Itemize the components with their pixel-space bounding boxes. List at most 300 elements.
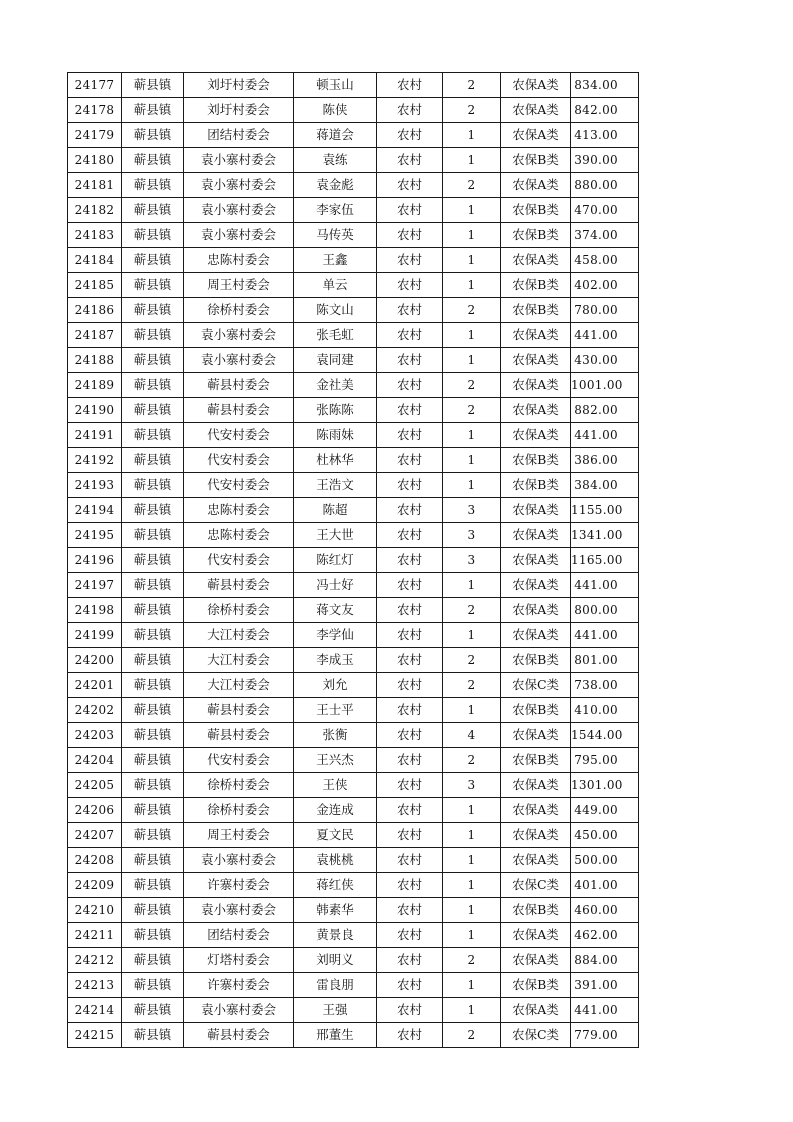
village-committee-cell: 蕲县村委会 <box>184 1023 294 1048</box>
area-type-cell: 农村 <box>377 648 443 673</box>
table-row <box>68 773 639 798</box>
town-cell: 蕲县镇 <box>122 523 184 548</box>
insurance-category-cell: 农保B类 <box>501 748 571 773</box>
name-cell: 刘明义 <box>294 948 377 973</box>
record-number-cell: 24186 <box>68 298 122 323</box>
household-size-cell: 1 <box>443 873 501 898</box>
household-size-cell: 1 <box>443 698 501 723</box>
household-size-cell: 2 <box>443 673 501 698</box>
town-cell: 蕲县镇 <box>122 73 184 98</box>
insurance-category-cell: 农保A类 <box>501 598 571 623</box>
area-type-cell: 农村 <box>377 348 443 373</box>
record-number-cell: 24189 <box>68 373 122 398</box>
village-committee-cell: 蕲县村委会 <box>184 723 294 748</box>
town-cell: 蕲县镇 <box>122 423 184 448</box>
area-type-cell: 农村 <box>377 798 443 823</box>
area-type-cell: 农村 <box>377 498 443 523</box>
household-size-cell: 2 <box>443 98 501 123</box>
amount-cell: 500.00 <box>571 848 639 873</box>
name-cell: 李学仙 <box>294 623 377 648</box>
insurance-category-cell: 农保A类 <box>501 723 571 748</box>
insurance-category-cell: 农保C类 <box>501 673 571 698</box>
amount-cell: 1155.00 <box>571 498 639 523</box>
record-number-cell: 24204 <box>68 748 122 773</box>
insurance-category-cell: 农保A类 <box>501 848 571 873</box>
name-cell: 顿玉山 <box>294 73 377 98</box>
table-row <box>68 298 639 323</box>
insurance-category-cell: 农保A类 <box>501 523 571 548</box>
area-type-cell: 农村 <box>377 873 443 898</box>
insurance-category-cell: 农保B类 <box>501 473 571 498</box>
household-size-cell: 2 <box>443 398 501 423</box>
area-type-cell: 农村 <box>377 198 443 223</box>
table-row <box>68 198 639 223</box>
village-committee-cell: 蕲县村委会 <box>184 373 294 398</box>
table-row <box>68 723 639 748</box>
town-cell: 蕲县镇 <box>122 148 184 173</box>
area-type-cell: 农村 <box>377 973 443 998</box>
record-number-cell: 24183 <box>68 223 122 248</box>
town-cell: 蕲县镇 <box>122 723 184 748</box>
village-committee-cell: 徐桥村委会 <box>184 298 294 323</box>
record-number-cell: 24212 <box>68 948 122 973</box>
village-committee-cell: 忠陈村委会 <box>184 523 294 548</box>
area-type-cell: 农村 <box>377 598 443 623</box>
household-size-cell: 1 <box>443 123 501 148</box>
name-cell: 王浩文 <box>294 473 377 498</box>
village-committee-cell: 袁小寨村委会 <box>184 198 294 223</box>
record-number-cell: 24194 <box>68 498 122 523</box>
name-cell: 陈红灯 <box>294 548 377 573</box>
insurance-category-cell: 农保A类 <box>501 998 571 1023</box>
area-type-cell: 农村 <box>377 723 443 748</box>
village-committee-cell: 蕲县村委会 <box>184 398 294 423</box>
insurance-category-cell: 农保B类 <box>501 148 571 173</box>
village-committee-cell: 徐桥村委会 <box>184 798 294 823</box>
record-number-cell: 24207 <box>68 823 122 848</box>
table-row <box>68 1023 639 1048</box>
record-number-cell: 24203 <box>68 723 122 748</box>
area-type-cell: 农村 <box>377 673 443 698</box>
amount-cell: 410.00 <box>571 698 639 723</box>
table-row <box>68 273 639 298</box>
insurance-category-cell: 农保B类 <box>501 273 571 298</box>
village-committee-cell: 徐桥村委会 <box>184 598 294 623</box>
amount-cell: 779.00 <box>571 1023 639 1048</box>
village-committee-cell: 灯塔村委会 <box>184 948 294 973</box>
insurance-category-cell: 农保A类 <box>501 798 571 823</box>
household-size-cell: 2 <box>443 73 501 98</box>
town-cell: 蕲县镇 <box>122 323 184 348</box>
village-committee-cell: 袁小寨村委会 <box>184 348 294 373</box>
village-committee-cell: 周王村委会 <box>184 273 294 298</box>
insurance-category-cell: 农保B类 <box>501 448 571 473</box>
record-number-cell: 24193 <box>68 473 122 498</box>
town-cell: 蕲县镇 <box>122 698 184 723</box>
table-row <box>68 673 639 698</box>
amount-cell: 1301.00 <box>571 773 639 798</box>
insurance-category-cell: 农保C类 <box>501 1023 571 1048</box>
amount-cell: 390.00 <box>571 148 639 173</box>
area-type-cell: 农村 <box>377 523 443 548</box>
village-committee-cell: 代安村委会 <box>184 473 294 498</box>
town-cell: 蕲县镇 <box>122 923 184 948</box>
table-row <box>68 98 639 123</box>
insurance-category-cell: 农保B类 <box>501 898 571 923</box>
record-number-cell: 24210 <box>68 898 122 923</box>
town-cell: 蕲县镇 <box>122 948 184 973</box>
name-cell: 雷良朋 <box>294 973 377 998</box>
table-body <box>68 73 639 1048</box>
town-cell: 蕲县镇 <box>122 798 184 823</box>
town-cell: 蕲县镇 <box>122 248 184 273</box>
name-cell: 袁同建 <box>294 348 377 373</box>
name-cell: 张陈陈 <box>294 398 377 423</box>
table-row <box>68 248 639 273</box>
amount-cell: 842.00 <box>571 98 639 123</box>
area-type-cell: 农村 <box>377 123 443 148</box>
area-type-cell: 农村 <box>377 1023 443 1048</box>
table-row <box>68 698 639 723</box>
name-cell: 金连成 <box>294 798 377 823</box>
village-committee-cell: 代安村委会 <box>184 423 294 448</box>
insurance-category-cell: 农保A类 <box>501 823 571 848</box>
insurance-category-cell: 农保B类 <box>501 973 571 998</box>
village-committee-cell: 代安村委会 <box>184 748 294 773</box>
area-type-cell: 农村 <box>377 573 443 598</box>
name-cell: 李成玉 <box>294 648 377 673</box>
amount-cell: 441.00 <box>571 623 639 648</box>
area-type-cell: 农村 <box>377 848 443 873</box>
town-cell: 蕲县镇 <box>122 198 184 223</box>
table-row <box>68 323 639 348</box>
record-number-cell: 24177 <box>68 73 122 98</box>
table-row <box>68 373 639 398</box>
area-type-cell: 农村 <box>377 998 443 1023</box>
household-size-cell: 3 <box>443 773 501 798</box>
area-type-cell: 农村 <box>377 148 443 173</box>
record-number-cell: 24188 <box>68 348 122 373</box>
area-type-cell: 农村 <box>377 748 443 773</box>
town-cell: 蕲县镇 <box>122 823 184 848</box>
record-number-cell: 24211 <box>68 923 122 948</box>
record-number-cell: 24199 <box>68 623 122 648</box>
table-row <box>68 848 639 873</box>
amount-cell: 1001.00 <box>571 373 639 398</box>
amount-cell: 1544.00 <box>571 723 639 748</box>
record-number-cell: 24209 <box>68 873 122 898</box>
amount-cell: 401.00 <box>571 873 639 898</box>
town-cell: 蕲县镇 <box>122 123 184 148</box>
insurance-category-cell: 农保A类 <box>501 498 571 523</box>
name-cell: 陈侠 <box>294 98 377 123</box>
insurance-category-cell: 农保A类 <box>501 923 571 948</box>
record-number-cell: 24195 <box>68 523 122 548</box>
household-size-cell: 1 <box>443 273 501 298</box>
village-committee-cell: 代安村委会 <box>184 548 294 573</box>
household-size-cell: 1 <box>443 998 501 1023</box>
insurance-category-cell: 农保B类 <box>501 198 571 223</box>
insurance-category-cell: 农保A类 <box>501 398 571 423</box>
household-size-cell: 3 <box>443 523 501 548</box>
record-number-cell: 24202 <box>68 698 122 723</box>
village-committee-cell: 大江村委会 <box>184 673 294 698</box>
town-cell: 蕲县镇 <box>122 448 184 473</box>
table-row <box>68 823 639 848</box>
amount-cell: 880.00 <box>571 173 639 198</box>
name-cell: 邢董生 <box>294 1023 377 1048</box>
record-number-cell: 24184 <box>68 248 122 273</box>
town-cell: 蕲县镇 <box>122 898 184 923</box>
area-type-cell: 农村 <box>377 548 443 573</box>
insurance-category-cell: 农保A类 <box>501 348 571 373</box>
insurance-category-cell: 农保A类 <box>501 73 571 98</box>
record-number-cell: 24213 <box>68 973 122 998</box>
village-committee-cell: 袁小寨村委会 <box>184 848 294 873</box>
insurance-category-cell: 农保A类 <box>501 323 571 348</box>
area-type-cell: 农村 <box>377 773 443 798</box>
area-type-cell: 农村 <box>377 923 443 948</box>
insurance-category-cell: 农保A类 <box>501 123 571 148</box>
name-cell: 陈文山 <box>294 298 377 323</box>
area-type-cell: 农村 <box>377 423 443 448</box>
table-row <box>68 873 639 898</box>
name-cell: 夏文民 <box>294 823 377 848</box>
insurance-category-cell: 农保A类 <box>501 623 571 648</box>
household-size-cell: 2 <box>443 598 501 623</box>
town-cell: 蕲县镇 <box>122 398 184 423</box>
amount-cell: 1341.00 <box>571 523 639 548</box>
household-size-cell: 1 <box>443 473 501 498</box>
record-number-cell: 24191 <box>68 423 122 448</box>
amount-cell: 386.00 <box>571 448 639 473</box>
table-row <box>68 998 639 1023</box>
name-cell: 杜林华 <box>294 448 377 473</box>
amount-cell: 450.00 <box>571 823 639 848</box>
name-cell: 陈雨妹 <box>294 423 377 448</box>
amount-cell: 413.00 <box>571 123 639 148</box>
town-cell: 蕲县镇 <box>122 273 184 298</box>
household-size-cell: 1 <box>443 848 501 873</box>
record-number-cell: 24179 <box>68 123 122 148</box>
table-row <box>68 523 639 548</box>
town-cell: 蕲县镇 <box>122 598 184 623</box>
name-cell: 冯士好 <box>294 573 377 598</box>
table-row <box>68 398 639 423</box>
amount-cell: 882.00 <box>571 398 639 423</box>
name-cell: 王强 <box>294 998 377 1023</box>
town-cell: 蕲县镇 <box>122 173 184 198</box>
amount-cell: 460.00 <box>571 898 639 923</box>
town-cell: 蕲县镇 <box>122 848 184 873</box>
area-type-cell: 农村 <box>377 898 443 923</box>
table-row <box>68 123 639 148</box>
table-row <box>68 548 639 573</box>
village-committee-cell: 刘圩村委会 <box>184 98 294 123</box>
household-size-cell: 2 <box>443 948 501 973</box>
household-size-cell: 2 <box>443 1023 501 1048</box>
insurance-category-cell: 农保A类 <box>501 948 571 973</box>
town-cell: 蕲县镇 <box>122 998 184 1023</box>
amount-cell: 441.00 <box>571 323 639 348</box>
table-row <box>68 648 639 673</box>
name-cell: 王兴杰 <box>294 748 377 773</box>
name-cell: 袁金彪 <box>294 173 377 198</box>
amount-cell: 458.00 <box>571 248 639 273</box>
area-type-cell: 农村 <box>377 298 443 323</box>
amount-cell: 800.00 <box>571 598 639 623</box>
table-row <box>68 573 639 598</box>
name-cell: 刘允 <box>294 673 377 698</box>
household-size-cell: 3 <box>443 548 501 573</box>
amount-cell: 738.00 <box>571 673 639 698</box>
amount-cell: 391.00 <box>571 973 639 998</box>
village-committee-cell: 徐桥村委会 <box>184 773 294 798</box>
insurance-category-cell: 农保B类 <box>501 648 571 673</box>
household-size-cell: 2 <box>443 373 501 398</box>
table-row <box>68 348 639 373</box>
record-number-cell: 24178 <box>68 98 122 123</box>
record-number-cell: 24180 <box>68 148 122 173</box>
record-number-cell: 24200 <box>68 648 122 673</box>
household-size-cell: 1 <box>443 323 501 348</box>
amount-cell: 801.00 <box>571 648 639 673</box>
town-cell: 蕲县镇 <box>122 573 184 598</box>
area-type-cell: 农村 <box>377 373 443 398</box>
household-size-cell: 2 <box>443 173 501 198</box>
table-row <box>68 973 639 998</box>
household-size-cell: 1 <box>443 248 501 273</box>
insurance-category-cell: 农保B类 <box>501 698 571 723</box>
town-cell: 蕲县镇 <box>122 348 184 373</box>
area-type-cell: 农村 <box>377 398 443 423</box>
name-cell: 蒋道会 <box>294 123 377 148</box>
household-size-cell: 3 <box>443 498 501 523</box>
name-cell: 蒋红侠 <box>294 873 377 898</box>
area-type-cell: 农村 <box>377 248 443 273</box>
record-number-cell: 24192 <box>68 448 122 473</box>
town-cell: 蕲县镇 <box>122 673 184 698</box>
household-size-cell: 2 <box>443 748 501 773</box>
village-committee-cell: 忠陈村委会 <box>184 498 294 523</box>
table-row <box>68 223 639 248</box>
table-row <box>68 898 639 923</box>
town-cell: 蕲县镇 <box>122 298 184 323</box>
record-number-cell: 24182 <box>68 198 122 223</box>
table-row <box>68 623 639 648</box>
amount-cell: 430.00 <box>571 348 639 373</box>
area-type-cell: 农村 <box>377 448 443 473</box>
village-committee-cell: 大江村委会 <box>184 648 294 673</box>
name-cell: 王大世 <box>294 523 377 548</box>
town-cell: 蕲县镇 <box>122 973 184 998</box>
insurance-category-cell: 农保A类 <box>501 548 571 573</box>
town-cell: 蕲县镇 <box>122 773 184 798</box>
name-cell: 单云 <box>294 273 377 298</box>
household-size-cell: 1 <box>443 973 501 998</box>
household-size-cell: 1 <box>443 923 501 948</box>
amount-cell: 441.00 <box>571 998 639 1023</box>
village-committee-cell: 袁小寨村委会 <box>184 323 294 348</box>
record-number-cell: 24214 <box>68 998 122 1023</box>
village-committee-cell: 代安村委会 <box>184 448 294 473</box>
record-number-cell: 24197 <box>68 573 122 598</box>
record-number-cell: 24181 <box>68 173 122 198</box>
village-committee-cell: 袁小寨村委会 <box>184 173 294 198</box>
insurance-category-cell: 农保C类 <box>501 873 571 898</box>
name-cell: 韩素华 <box>294 898 377 923</box>
village-committee-cell: 团结村委会 <box>184 923 294 948</box>
household-size-cell: 1 <box>443 623 501 648</box>
insurance-category-cell: 农保A类 <box>501 773 571 798</box>
amount-cell: 462.00 <box>571 923 639 948</box>
table-row <box>68 798 639 823</box>
amount-cell: 834.00 <box>571 73 639 98</box>
records-table <box>67 72 639 1048</box>
village-committee-cell: 大江村委会 <box>184 623 294 648</box>
village-committee-cell: 蕲县村委会 <box>184 573 294 598</box>
record-number-cell: 24196 <box>68 548 122 573</box>
area-type-cell: 农村 <box>377 98 443 123</box>
record-number-cell: 24198 <box>68 598 122 623</box>
amount-cell: 374.00 <box>571 223 639 248</box>
household-size-cell: 1 <box>443 823 501 848</box>
area-type-cell: 农村 <box>377 173 443 198</box>
amount-cell: 441.00 <box>571 423 639 448</box>
town-cell: 蕲县镇 <box>122 498 184 523</box>
table-row <box>68 598 639 623</box>
amount-cell: 795.00 <box>571 748 639 773</box>
village-committee-cell: 袁小寨村委会 <box>184 998 294 1023</box>
amount-cell: 441.00 <box>571 573 639 598</box>
insurance-category-cell: 农保A类 <box>501 173 571 198</box>
area-type-cell: 农村 <box>377 473 443 498</box>
amount-cell: 449.00 <box>571 798 639 823</box>
village-committee-cell: 袁小寨村委会 <box>184 223 294 248</box>
table-row <box>68 148 639 173</box>
name-cell: 金社美 <box>294 373 377 398</box>
household-size-cell: 1 <box>443 148 501 173</box>
table-row <box>68 73 639 98</box>
amount-cell: 384.00 <box>571 473 639 498</box>
town-cell: 蕲县镇 <box>122 548 184 573</box>
record-number-cell: 24206 <box>68 798 122 823</box>
insurance-category-cell: 农保A类 <box>501 373 571 398</box>
record-number-cell: 24185 <box>68 273 122 298</box>
document-page <box>67 72 638 1048</box>
village-committee-cell: 周王村委会 <box>184 823 294 848</box>
area-type-cell: 农村 <box>377 223 443 248</box>
town-cell: 蕲县镇 <box>122 623 184 648</box>
record-number-cell: 24187 <box>68 323 122 348</box>
town-cell: 蕲县镇 <box>122 1023 184 1048</box>
household-size-cell: 1 <box>443 198 501 223</box>
village-committee-cell: 许寨村委会 <box>184 973 294 998</box>
record-number-cell: 24201 <box>68 673 122 698</box>
household-size-cell: 1 <box>443 448 501 473</box>
insurance-category-cell: 农保A类 <box>501 98 571 123</box>
area-type-cell: 农村 <box>377 823 443 848</box>
village-committee-cell: 团结村委会 <box>184 123 294 148</box>
town-cell: 蕲县镇 <box>122 373 184 398</box>
household-size-cell: 2 <box>443 298 501 323</box>
table-row <box>68 498 639 523</box>
village-committee-cell: 许寨村委会 <box>184 873 294 898</box>
amount-cell: 884.00 <box>571 948 639 973</box>
town-cell: 蕲县镇 <box>122 98 184 123</box>
table-row <box>68 948 639 973</box>
village-committee-cell: 忠陈村委会 <box>184 248 294 273</box>
